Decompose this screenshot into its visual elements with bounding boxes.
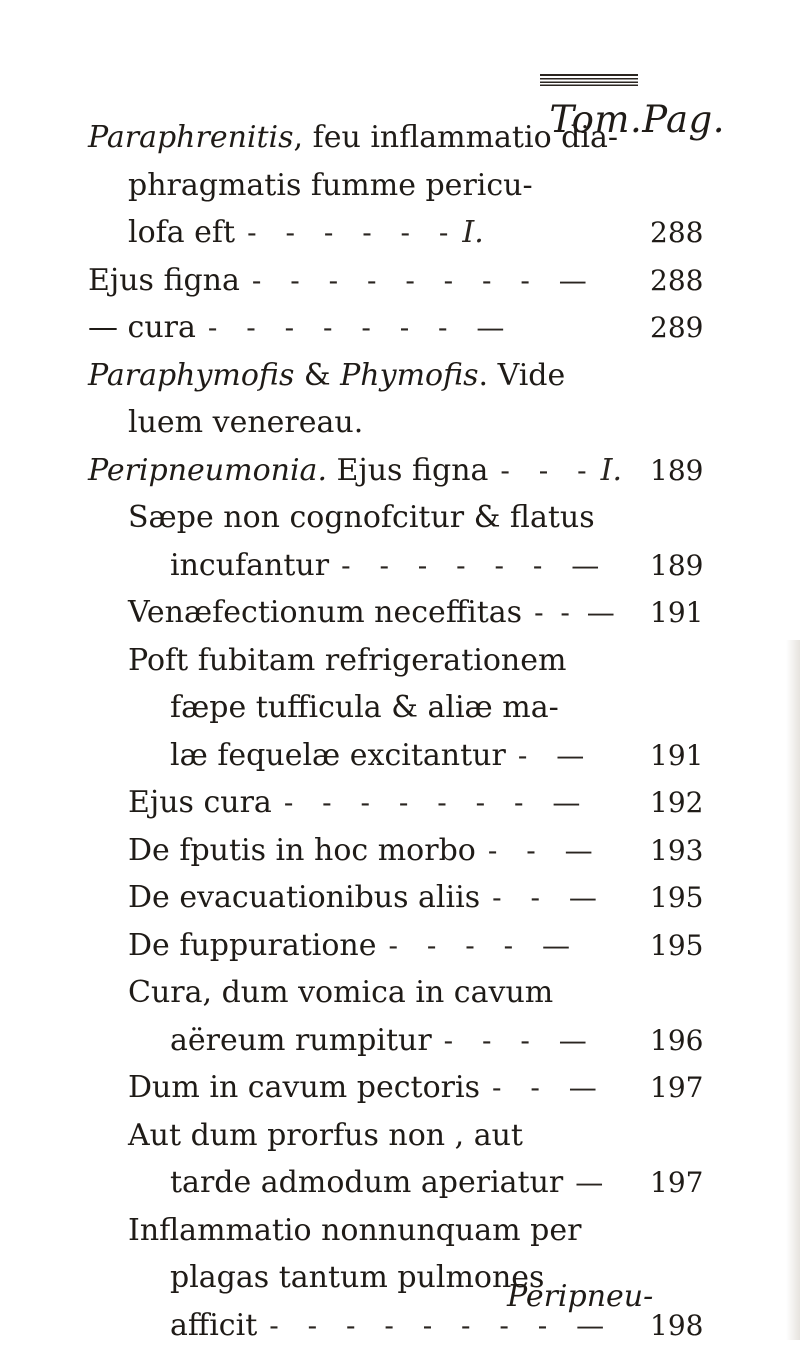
entry-text xyxy=(128,871,480,925)
leader-dots xyxy=(247,206,484,260)
entry-text xyxy=(128,919,377,973)
entry-text xyxy=(128,159,533,213)
leader-dots-text: - - - - - - - - — xyxy=(251,263,597,297)
entry-text-part: Paraphrenitis xyxy=(88,120,294,155)
entry-text-part: Inflammatio nonnunquam per xyxy=(128,1212,582,1248)
index-entry xyxy=(0,681,800,735)
ornament-rule xyxy=(540,74,638,86)
index-entry xyxy=(0,1204,800,1258)
entry-text-part: afficit xyxy=(170,1307,258,1343)
leader-dots xyxy=(575,1156,613,1210)
entry-text-part: phragmatis fumme pericu- xyxy=(128,167,533,203)
index-entry xyxy=(0,1109,800,1163)
entry-text-part: incufantur xyxy=(170,547,330,583)
entry-text xyxy=(88,111,618,165)
leader-dots-text: - - — xyxy=(534,596,619,629)
page-number: 195 xyxy=(650,881,704,914)
entry-text xyxy=(170,1156,563,1210)
entry-text xyxy=(170,681,559,735)
page-number: 189 xyxy=(650,453,704,487)
entry-text-part: Sæpe non cognofcitur & flatus xyxy=(128,500,595,535)
entry-text-part: lofa eft xyxy=(128,215,236,250)
index-entry xyxy=(0,111,800,165)
leader-dots-text: - - - - - - — xyxy=(341,548,610,582)
leader-dots-text: - - — xyxy=(487,833,603,867)
leader-dots-text: - - - - - - - — xyxy=(207,311,515,344)
leader-dots xyxy=(488,824,603,878)
entry-text-part: Aut dum prorfus non , aut xyxy=(128,1117,523,1153)
entry-text-part: De evacuationibus aliis xyxy=(128,880,481,915)
leader-dots xyxy=(518,729,594,783)
page-number: 195 xyxy=(650,928,704,962)
leader-dots-text: - - - - - - - - — xyxy=(269,1308,615,1342)
entry-text-part: — cura xyxy=(88,310,196,345)
entry-text xyxy=(170,1014,432,1068)
catchword: Peripneu- xyxy=(507,1279,654,1314)
index-entry xyxy=(0,919,800,973)
index-entry xyxy=(0,1156,800,1210)
leader-dots xyxy=(284,776,591,830)
page-edge-shadow xyxy=(786,640,800,1340)
entry-text xyxy=(128,966,553,1020)
page-number: 193 xyxy=(650,833,704,867)
leader-dots xyxy=(500,444,622,498)
entry-text-part: Ejus figna xyxy=(326,452,489,488)
leader-dots xyxy=(252,254,597,308)
entry-text-part: Peripneumonia. xyxy=(88,452,327,488)
page-number: 289 xyxy=(650,311,704,344)
page-number: 197 xyxy=(650,1166,704,1199)
entry-text-part: Venæfectionum neceffitas xyxy=(128,595,523,630)
index-entry xyxy=(0,871,800,925)
entry-text-part: læ fequelæ excitantur xyxy=(170,737,506,773)
index-entry xyxy=(0,301,800,355)
leader-dots xyxy=(444,1014,597,1068)
index-entry xyxy=(0,159,800,213)
entry-text-part: & xyxy=(294,357,341,393)
leader-dots-text: - - - - - - xyxy=(247,216,459,249)
entry-text-part: Ejus figna xyxy=(88,262,240,298)
leader-dots xyxy=(208,301,515,355)
entry-text xyxy=(88,301,196,355)
entry-text xyxy=(88,444,488,498)
entry-text xyxy=(128,396,363,450)
page-number: 196 xyxy=(650,1023,704,1057)
entry-text-part: tarde admodum aperiatur xyxy=(170,1165,564,1200)
leader-dots xyxy=(534,586,619,640)
leader-dots xyxy=(492,871,607,925)
index-entry xyxy=(0,396,800,450)
entry-text-part: Paraphymofis xyxy=(88,357,295,393)
entry-text xyxy=(88,254,240,308)
entry-text xyxy=(128,491,595,545)
index-entry xyxy=(0,966,800,1020)
index-entry xyxy=(0,634,800,688)
entry-text xyxy=(128,586,522,640)
index-entry xyxy=(0,1014,800,1068)
entry-text-part: De fputis in hoc morbo xyxy=(128,832,476,868)
page-number: 191 xyxy=(650,738,704,772)
leader-dots xyxy=(341,539,609,593)
volume-ref: I. xyxy=(462,215,484,250)
entry-text xyxy=(170,729,506,783)
leader-dots xyxy=(492,1061,607,1115)
leader-dots-text: - - - - - - - — xyxy=(283,786,591,819)
leader-dots-text: — xyxy=(575,1166,614,1199)
leader-dots xyxy=(389,919,580,973)
index-entry xyxy=(0,254,800,308)
entry-text-part: Dum in cavum pectoris xyxy=(128,1070,480,1105)
entry-text-part: Ejus cura xyxy=(128,785,272,820)
entry-text-part: , feu inflammatio dia- xyxy=(293,120,618,155)
index-entry xyxy=(0,729,800,783)
entry-text-part: plagas tantum pulmones xyxy=(170,1260,545,1295)
page-number: 192 xyxy=(650,786,704,819)
leader-dots-text: - - — xyxy=(492,881,607,914)
index-entry xyxy=(0,586,800,640)
entry-text-part: Phymofis xyxy=(340,357,479,393)
entry-text-part: fæpe tufficula & aliæ ma- xyxy=(170,690,559,725)
entry-text xyxy=(128,824,476,878)
page-number: 288 xyxy=(650,216,704,249)
index-entry xyxy=(0,349,800,403)
entry-text xyxy=(88,349,565,403)
leader-dots-text: - - - - — xyxy=(388,928,580,962)
entry-text xyxy=(128,1109,523,1163)
entry-text xyxy=(128,206,235,260)
index-entry xyxy=(0,206,800,260)
page-number: 198 xyxy=(650,1308,704,1342)
leader-dots-text: - — xyxy=(517,738,595,772)
page-footer xyxy=(0,1272,800,1322)
index-entry xyxy=(0,824,800,878)
page-number: 191 xyxy=(650,596,704,629)
page-number: 197 xyxy=(650,1071,704,1104)
index-entry xyxy=(0,444,800,498)
entry-text-part: aëreum rumpitur xyxy=(170,1022,432,1058)
entry-text-part: De fuppuratione xyxy=(128,927,377,963)
index-entry xyxy=(0,1061,800,1115)
entry-text xyxy=(128,1204,581,1258)
entry-text xyxy=(128,1061,480,1115)
entry-text xyxy=(170,539,329,593)
entry-text-part: Cura, dum vomica in cavum xyxy=(128,975,554,1010)
leader-dots-text: - - - — xyxy=(443,1023,597,1057)
leader-dots-text: - - — xyxy=(491,1071,607,1104)
index-entry xyxy=(0,539,800,593)
page-number: 288 xyxy=(650,263,704,297)
entry-text xyxy=(128,634,566,688)
page-number: 189 xyxy=(650,548,704,582)
leader-dots-text: - - - xyxy=(500,453,597,487)
index-entry xyxy=(0,776,800,830)
header-title: Tom.Pag. xyxy=(549,98,725,141)
index-entry xyxy=(0,491,800,545)
entry-text-part: . Vide xyxy=(478,357,566,393)
entry-text-part: Poft fubitam refrigerationem xyxy=(128,642,567,678)
entry-text xyxy=(128,776,272,830)
entry-text-part: luem venereau. xyxy=(128,405,364,440)
volume-ref: I. xyxy=(600,452,622,488)
